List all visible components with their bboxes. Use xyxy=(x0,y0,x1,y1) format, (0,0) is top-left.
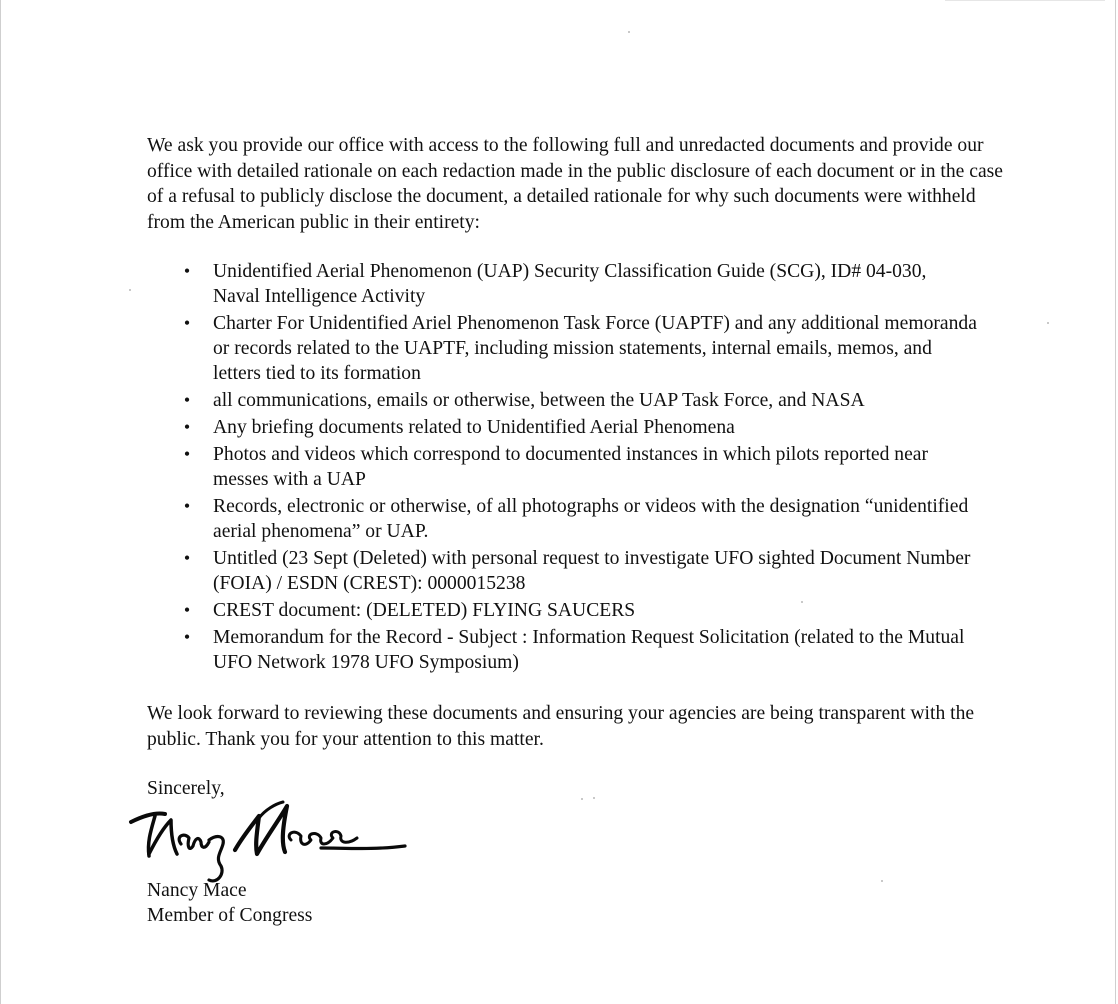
requested-document-item xyxy=(147,598,977,623)
bullet-icon: • xyxy=(183,313,191,333)
scan-speck xyxy=(593,797,595,799)
requested-document-text: Memorandum for the Record - Subject : Information Request Solicitation (related to the Mutual UFO Network 1978 UFO Symposium) xyxy=(213,627,965,673)
requested-document-text: Charter For Unidentified Ariel Phenomenon Task Force (UAPTF) and any additional memoranda or records related to the UAPTF, including mission statements, internal emails, memos, and letters tied to its formation xyxy=(213,313,977,384)
bullet-icon: • xyxy=(183,600,191,620)
bullet-icon: • xyxy=(183,444,191,464)
bullet-icon: • xyxy=(183,548,191,568)
requested-document-text: Any briefing documents related to Unidentified Aerial Phenomena xyxy=(213,417,735,438)
requested-document-item xyxy=(147,311,977,386)
requested-document-item xyxy=(147,415,977,440)
requested-document-text: Photos and videos which correspond to documented instances in which pilots reported near messes with a UAP xyxy=(213,444,929,490)
requested-document-text: Untitled (23 Sept (Deleted) with personal request to investigate UFO sighted Document Number (FOIA) / ESDN (CREST): 0000015238 xyxy=(213,548,971,594)
bullet-icon: • xyxy=(183,390,191,410)
requested-document-item xyxy=(147,259,977,309)
scan-speck xyxy=(1047,322,1049,324)
requested-document-item xyxy=(147,442,977,492)
requested-document-text: Records, electronic or otherwise, of all photographs or videos with the designation “unidentified aerial phenomena” or UAP. xyxy=(213,496,969,542)
scan-speck xyxy=(129,289,131,291)
requested-documents-list xyxy=(147,259,977,677)
bullet-icon: • xyxy=(183,627,191,647)
requested-document-item xyxy=(147,625,977,675)
signer-title: Member of Congress xyxy=(147,905,313,926)
page-edge-line xyxy=(945,0,1105,1)
requested-document-item xyxy=(147,388,977,413)
signer-name: Nancy Mace xyxy=(147,880,247,901)
outro-paragraph: We look forward to reviewing these documents and ensuring your agencies are being transparent with the public. Thank you for your attention to this matter. xyxy=(147,703,975,750)
scan-speck xyxy=(881,880,883,882)
bullet-icon: • xyxy=(183,417,191,437)
intro-paragraph: We ask you provide our office with access to the following full and unredacted documents and provide our office with detailed rationale on each redaction made in the public disclosure of each document or in the case of a refusal to publicly disclose the document, a detailed rationale for why such documents were withheld from the American public in their entirety: xyxy=(147,135,1003,233)
requested-document-text: CREST document: (DELETED) FLYING SAUCERS xyxy=(213,600,636,621)
requested-document-text: all communications, emails or otherwise, between the UAP Task Force, and NASA xyxy=(213,390,865,411)
requested-document-item xyxy=(147,494,977,544)
closing-salutation: Sincerely, xyxy=(147,778,225,799)
requested-document-text: Unidentified Aerial Phenomenon (UAP) Security Classification Guide (SCG), ID# 04-030, Naval Intelligence Activity xyxy=(213,261,927,307)
requested-document-item xyxy=(147,546,977,596)
scan-speck xyxy=(628,31,630,33)
scan-speck xyxy=(801,601,803,603)
bullet-icon: • xyxy=(183,261,191,281)
scan-speck xyxy=(581,798,583,800)
bullet-icon: • xyxy=(183,496,191,516)
